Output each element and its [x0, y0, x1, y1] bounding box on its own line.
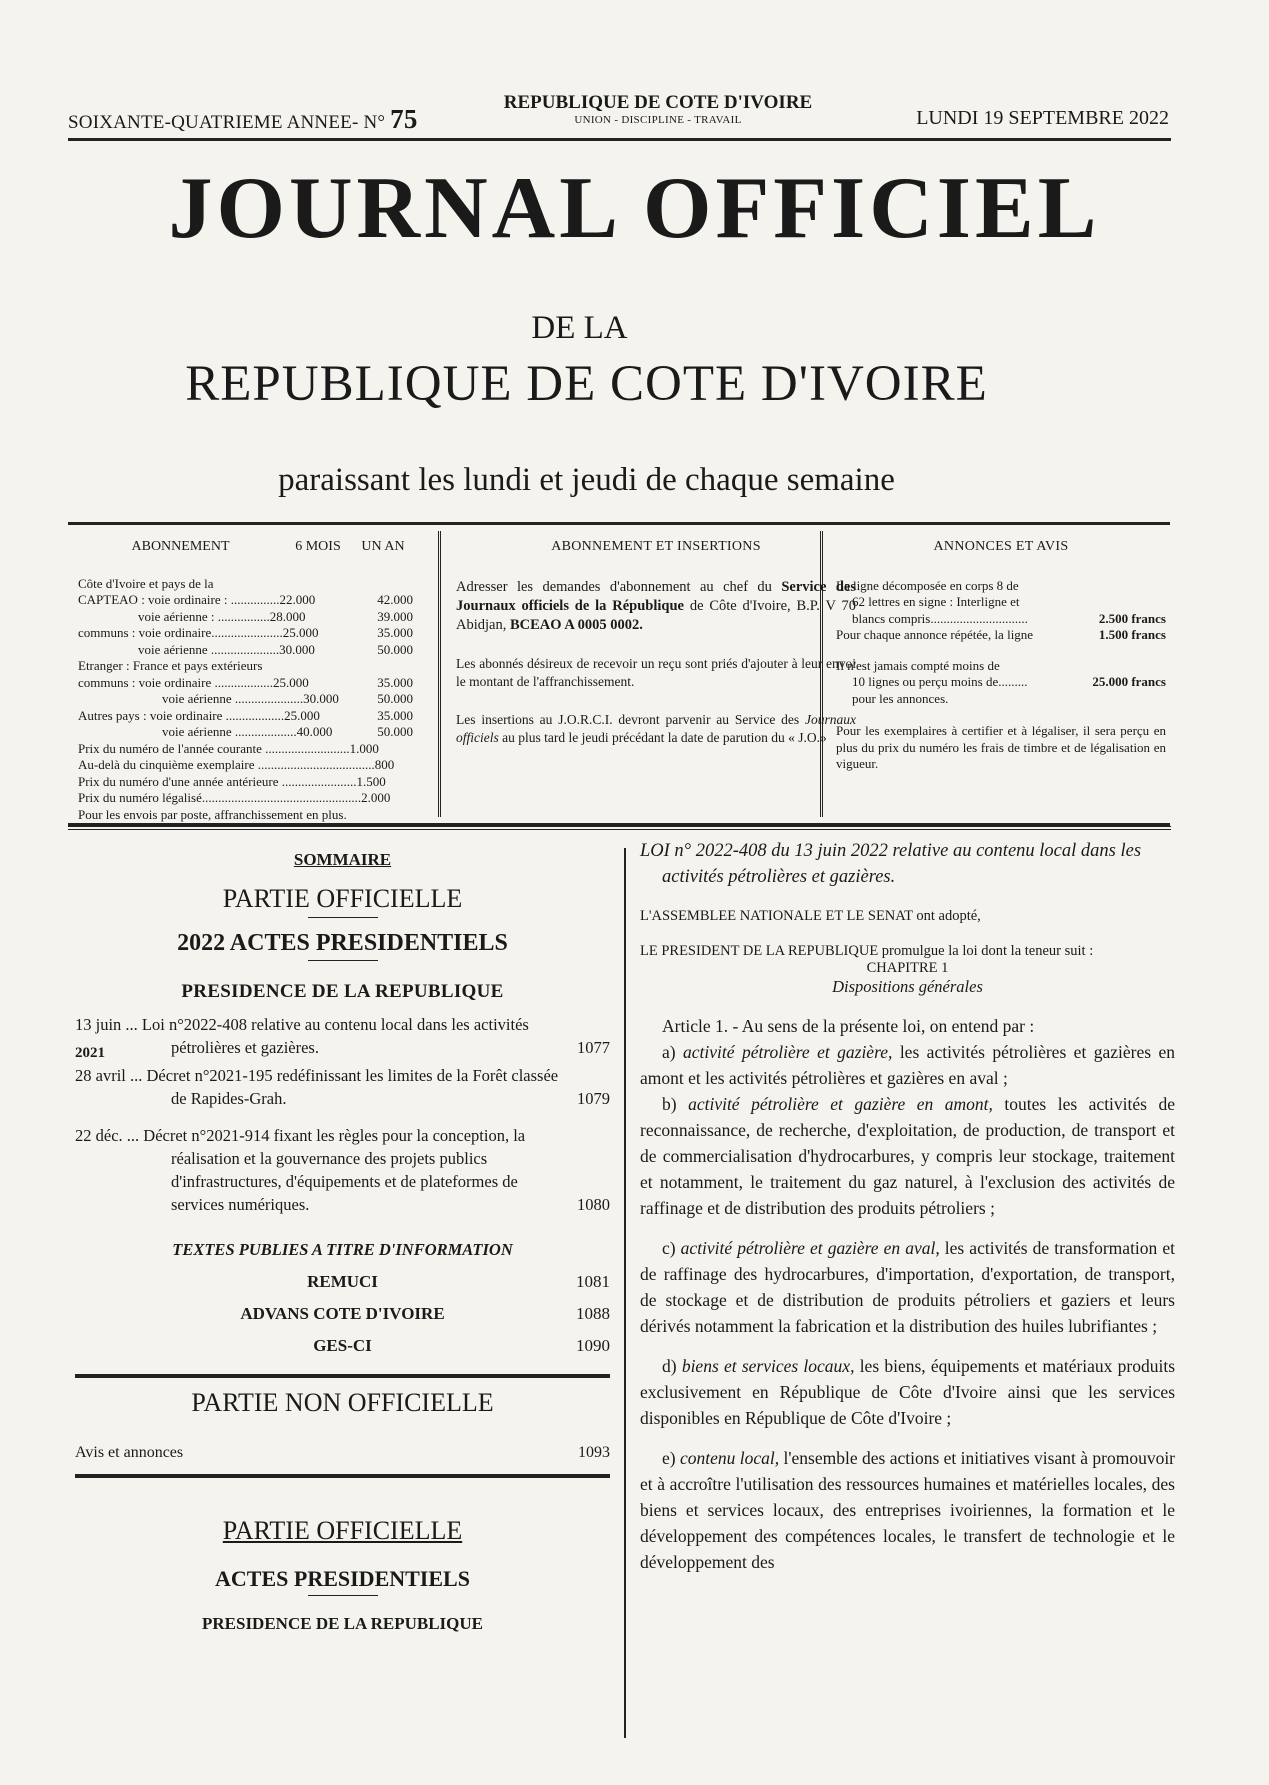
prix-line: Prix du numéro légalisé.................................................2.000 — [78, 790, 391, 805]
annonceur-row[interactable]: GES-CI 1090 — [313, 1336, 610, 1355]
mid-rule — [68, 826, 1171, 830]
page-number: 1080 — [577, 1195, 610, 1214]
abonnement-header: ABONNEMENT 6 MOIS UN AN — [131, 539, 405, 554]
definition-d: d) biens et services locaux, les biens, équipements et matériaux produits exclusivement en République de Côte d'Ivoire ainsi que les services disponibles en République de Côte d'Ivoire ; — [640, 1356, 1176, 1428]
assemblee-line: L'ASSEMBLEE NATIONALE ET LE SENAT ont adopté, — [640, 908, 981, 924]
header-top-line — [68, 92, 1169, 138]
annonces-column: ANNONCES ET AVIS La ligne décomposée en corps 8 de 62 lettres en signe : Interligne et blancs compris.............................. 2.500 francs Pour chaque annonce répétée, la ligne 1.500 francs Il n'est jamais compté moins de 10 lignes ou perçu moins de......... 25.000 francs pour les annonces. Pour les exemplaires à certifier et à légaliser, il sera perçu en plus du prix du numéro les frais de timbre et de légalisation en vigueur. — [836, 539, 1166, 771]
annonces-legalisation: Pour les exemplaires à certifier et à légaliser, il sera perçu en plus du prix du numéro les frais de timbre et de légalisation en vigueur. — [836, 723, 1166, 771]
annonceur-row[interactable]: ADVANS COTE D'IVOIRE 1088 — [240, 1304, 610, 1323]
partie-officielle-heading: PARTIE OFFICIELLE — [222, 884, 463, 913]
insertions-heading: ABONNEMENT ET INSERTIONS — [551, 539, 761, 554]
partie-non-officielle-heading: PARTIE NON OFFICIELLE — [191, 1388, 494, 1417]
article-1: Article 1. - Au sens de la présente loi, on entend par : — [662, 1016, 1035, 1036]
tarif-row: communs : voie ordinaire ..................25.000 35.000 — [78, 674, 413, 690]
republic-title: REPUBLIQUE DE COTE D'IVOIRE — [185, 356, 988, 412]
devise: UNION - DISCIPLINE - TRAVAIL — [574, 114, 742, 126]
subscription-box — [68, 522, 1170, 826]
actes-presidentiels-heading: 2022 ACTES PRESIDENTIELS — [177, 930, 508, 956]
partie-officielle-heading-2: PARTIE OFFICIELLE — [222, 1516, 463, 1545]
issue-number: 75 — [390, 104, 418, 134]
tarif-row: voie aérienne .....................30.000 50.000 — [138, 641, 413, 657]
prix-line: Pour les envois par poste, affranchissement en plus. — [78, 806, 347, 822]
prix-line: Prix du numéro de l'année courante ..........................1.000 — [78, 740, 379, 756]
top-rule — [68, 138, 1171, 141]
tarif-row: Autres pays : voie ordinaire ..................25.000 35.000 — [78, 707, 413, 723]
sommaire-entry[interactable]: 28 avril ... Décret n°2021-195 redéfinissant les limites de la Forêt classée de Rapides-Grah. 1079 — [75, 1066, 610, 1108]
annonces-heading: ANNONCES ET AVIS — [933, 539, 1069, 554]
prix-line: Au-delà du cinquième exemplaire ....................................800 — [78, 757, 395, 772]
prix-line: Prix du numéro d'une année antérieure .......................1.500 — [78, 773, 386, 789]
sommaire-title: SOMMAIRE — [293, 850, 392, 869]
definition-a: a) activité pétrolière et gazière, les activités pétrolières et gazières en amont et les activités pétrolières et gazières en aval ; — [640, 1042, 1175, 1088]
page-number: 1077 — [577, 1038, 610, 1057]
presidence-heading-2: PRESIDENCE DE LA REPUBLIQUE — [201, 1614, 484, 1633]
tarif-row: communs : voie ordinaire......................25.000 35.000 — [78, 625, 413, 640]
tarif-row: voie aérienne .....................30.000 50.000 — [162, 691, 413, 706]
body-column-divider — [624, 848, 626, 1738]
definition-c: c) activité pétrolière et gazière en aval, les activités de transformation et de raffinage des hydrocarbures, d'importation, d'exportation, de transport, de stockage et de distribution de produits pétroliers et gaziers et leurs dérivés notamment la fabrication et la distribution des huiles lubrifiantes ; — [640, 1238, 1175, 1336]
actes-presidentiels-heading-2: ACTES PRESIDENTIELS — [215, 1566, 470, 1591]
avis-row[interactable]: Avis et annonces 1093 — [75, 1444, 610, 1461]
presidence-heading: PRESIDENCE DE LA REPUBLIQUE — [181, 981, 504, 1002]
column-divider — [438, 531, 441, 817]
dispositions: Dispositions générales — [832, 977, 983, 996]
column-divider — [820, 531, 823, 817]
insertions-p1: Adresser les demandes d'abonnement au chef du Service des Journaux officiels de la République de Côte d'Ivoire, B.P. V 70 Abidjan, BCEAO A 0005 0002. — [456, 578, 856, 633]
page-number: 1079 — [577, 1089, 610, 1108]
insertions-p2: Les abonnés désireux de recevoir un reçu sont priés d'ajouter à leur envoi le montant de l'affranchissement. — [456, 655, 856, 689]
sommaire-column — [75, 838, 610, 1634]
de-la: DE LA — [531, 310, 628, 346]
insertions-column — [456, 525, 856, 823]
annonceur-row[interactable]: REMUCI 1081 — [307, 1272, 610, 1291]
sommaire-entry[interactable]: 22 déc. ... Décret n°2021-914 fixant les règles pour la conception, la réalisation et la gouvernance des projets publics d'infrastructures, d'équipements et de plateformes de services numériques. 1080 — [75, 1126, 610, 1214]
abonnement-column: ABONNEMENT 6 MOIS UN AN Côte d'Ivoire et pays de la CAPTEAO : voie ordinaire : ...............22.000 42.000 voie aérienne : ................28.000 39.000 communs : voie ordinaire......................25.000 35.000 voie aérienne .....................30.000 50.000 Etranger : France et pays extérieurs communs : voie ordinaire ..................25.000 35.000 voie aérienne .....................30.000 50.000 Autres pays : voie ordinaire ..................25.000 35.000 voie aérienne ...................40.000 50.000 Prix du numéro de l'année courante ..........................1.000 Au-delà du cinquième exemplaire ....................................800 Prix du numéro d'une année antérieure .......................1.500 Prix du numéro légalisé.................................................2.000 Pour les envois par poste, affranchissement en plus. — [78, 525, 428, 823]
textes-information-heading: TEXTES PUBLIES A TITRE D'INFORMATION — [172, 1240, 513, 1259]
republique-name: REPUBLIQUE DE COTE D'IVOIRE — [503, 92, 813, 113]
year-label: 2021 — [75, 1045, 105, 1061]
insertions-p3: Les insertions au J.O.R.C.I. devront parvenir au Service des Journaux officiels au plus tard le jeudi précédant la date de parution du « J.O.» — [456, 711, 856, 745]
tarif-row: voie aérienne : ................28.000 39.000 — [138, 608, 413, 624]
definition-b: b) activité pétrolière et gazière en amont, toutes les activités de reconnaissance, de recherche, d'exploitation, de production, de transport et de commercialisation d'hydrocarbures, y compris leur stockage, traitement et notamment, le traitement du gaz naturel, à l'exclusion des activités de raffinage et de distribution des produits pétroliers ; — [640, 1094, 1175, 1218]
sommaire-entry[interactable]: 13 juin ... Loi n°2022-408 relative au contenu local dans les activités pétrolières et gazières. 1077 — [75, 1015, 610, 1057]
chapitre: CHAPITRE 1 — [866, 960, 949, 976]
definition-e: e) contenu local, l'ensemble des actions et initiatives visant à promouvoir et à accroître l'utilisation des ressources humaines et matérielles locales, des biens et services locaux, des entreprises ivoiriennes, la formation et le développement des compétences locales, le transfert de technologie et le développement des — [640, 1448, 1176, 1572]
annee-numero: SOIXANTE-QUATRIEME ANNEE- N° 75 — [68, 104, 418, 134]
tarif-row: CAPTEAO : voie ordinaire : ...............22.000 42.000 — [78, 592, 413, 607]
tarif-row: voie aérienne ...................40.000 50.000 — [162, 724, 413, 739]
president-line: LE PRESIDENT DE LA REPUBLIQUE promulgue la loi dont la teneur suit : — [640, 943, 1094, 959]
loi-title: LOI n° 2022-408 du 13 juin 2022 relative au contenu local dans les activités pétrolières et gazières. — [640, 841, 1142, 887]
issue-date: LUNDI 19 SEPTEMBRE 2022 — [916, 107, 1169, 129]
loi-column — [640, 838, 1175, 1575]
parution-note: paraissant les lundi et jeudi de chaque semaine — [278, 462, 895, 498]
masthead-title: JOURNAL OFFICIEL — [168, 160, 1101, 257]
republique-header — [478, 92, 838, 126]
